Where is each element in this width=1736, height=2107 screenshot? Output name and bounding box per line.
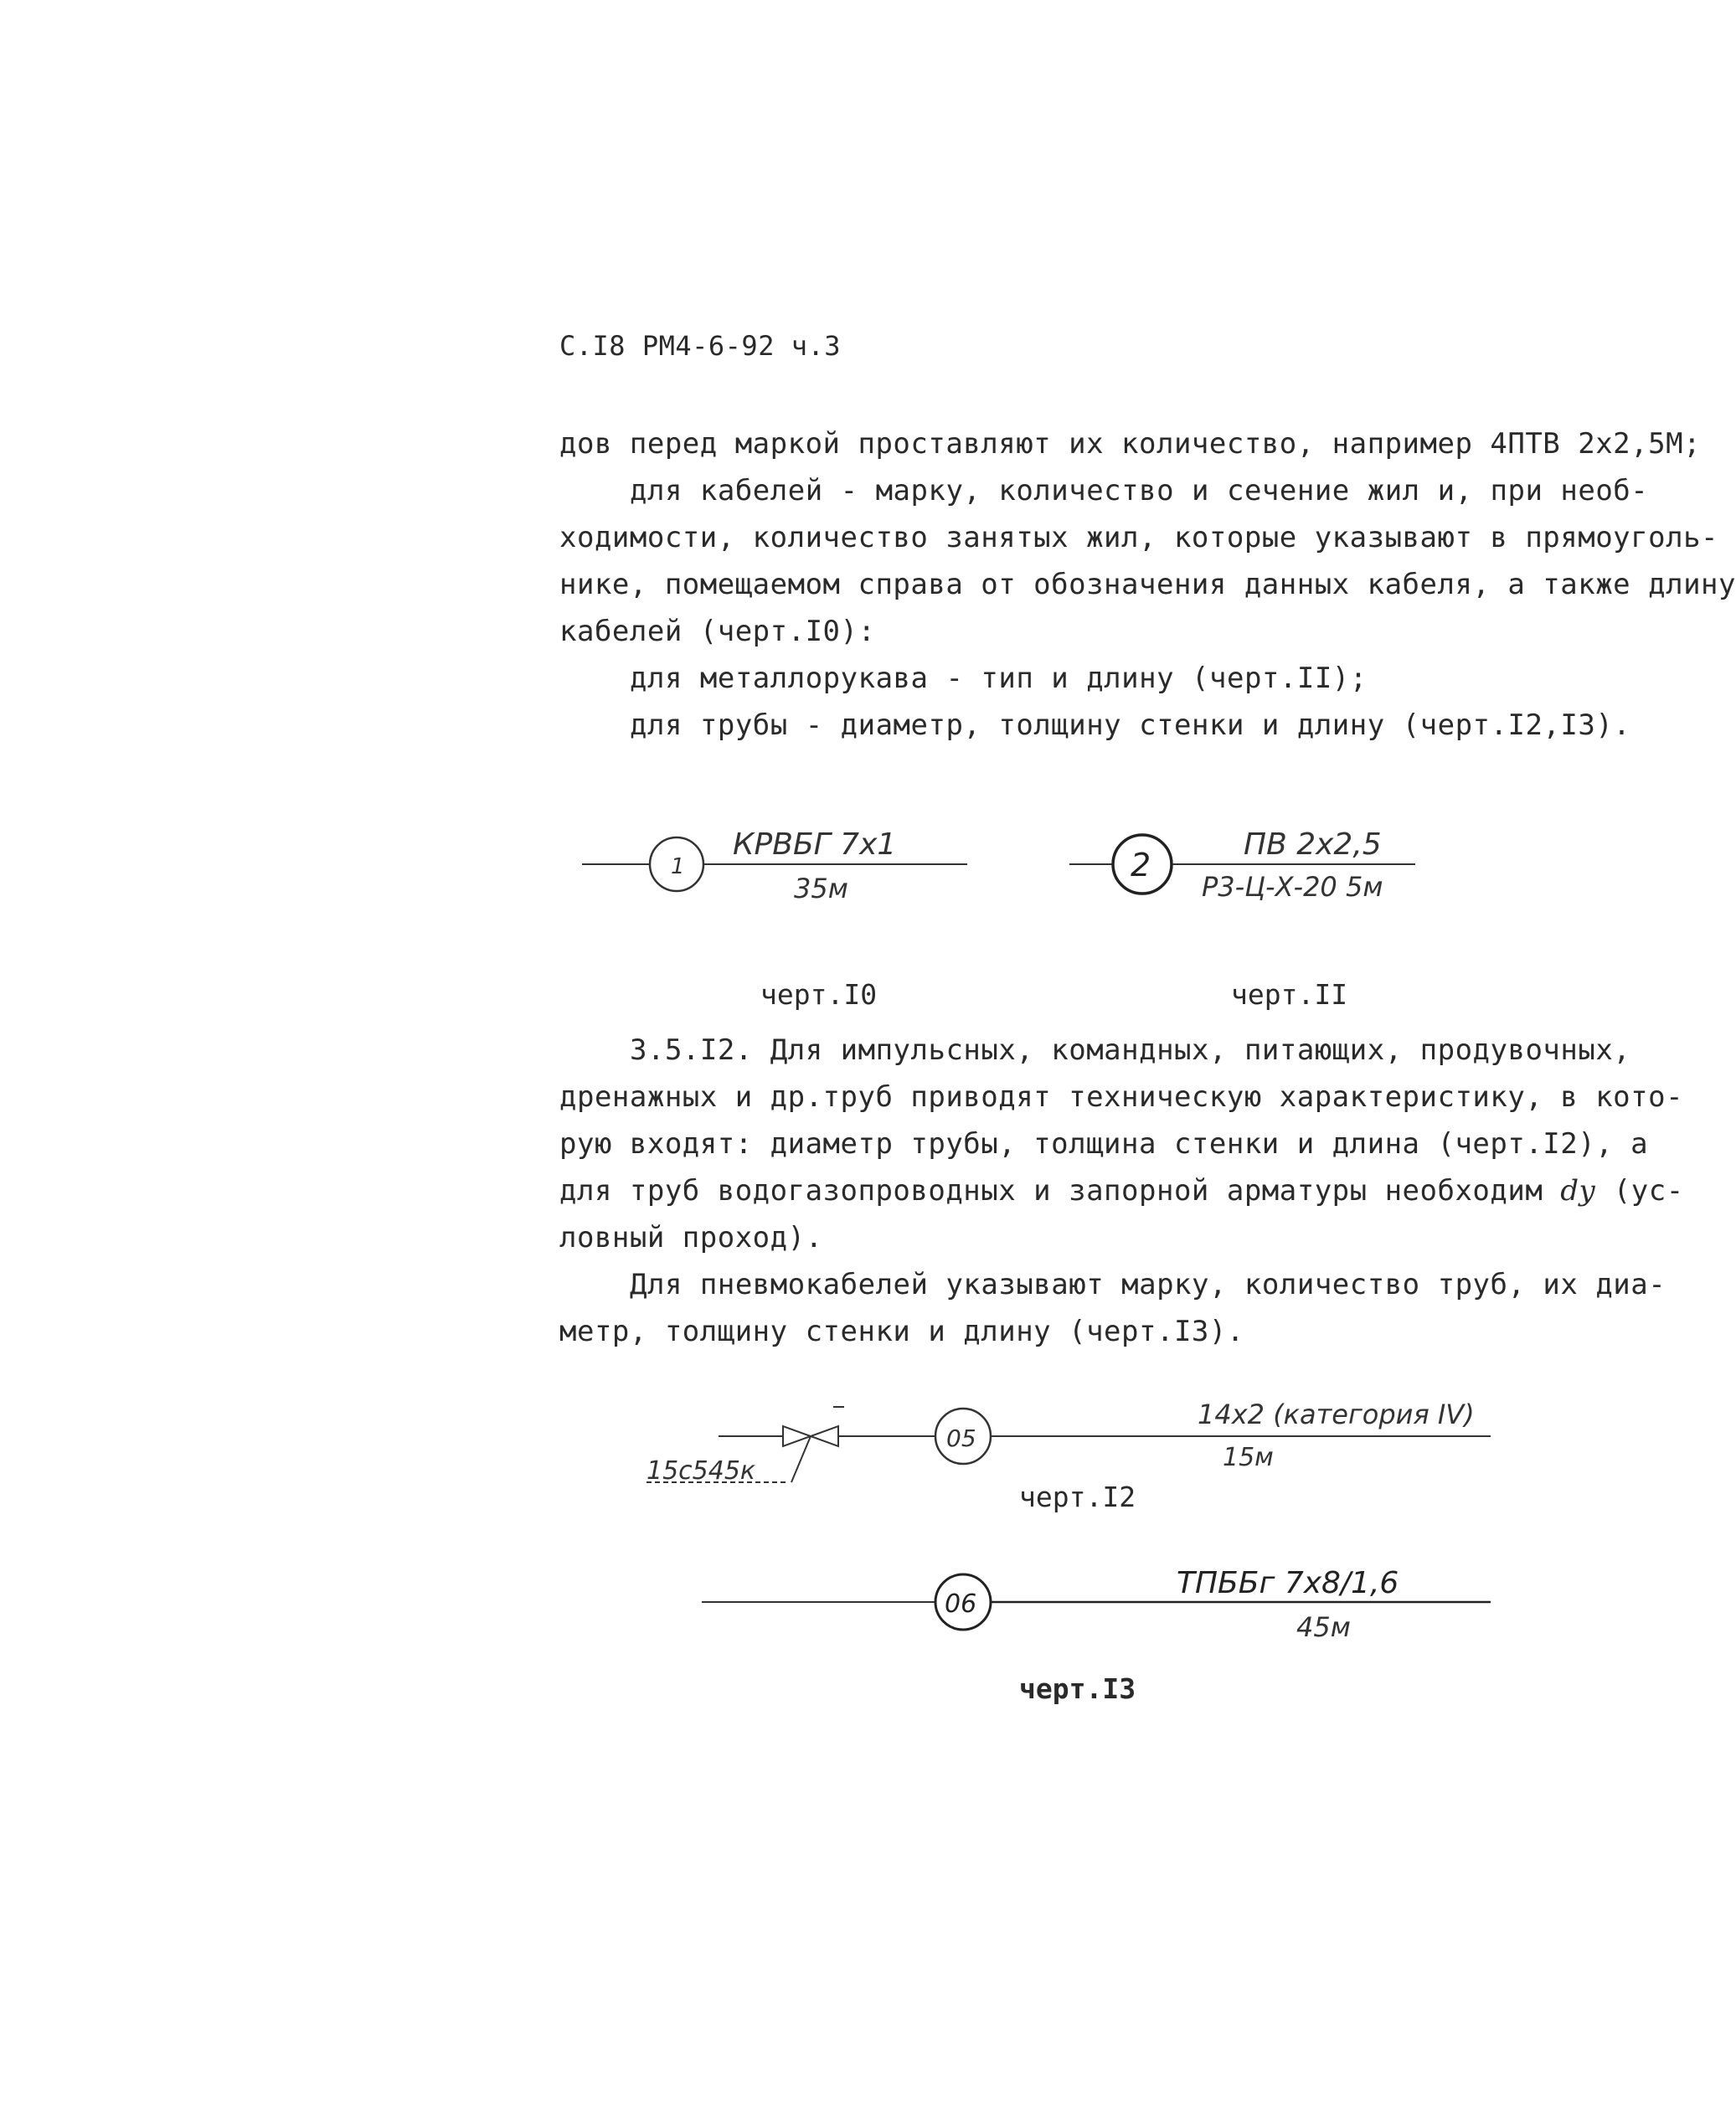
fig13-top-label: ТПББг 7х8/1,6 <box>1177 1566 1399 1600</box>
fig11-number: 2 <box>1131 847 1151 883</box>
fig12-bottom-label: 15м <box>1223 1443 1274 1472</box>
fig10-number: 1 <box>671 854 685 879</box>
fig11-bottom-label: Р3-Ц-Х-20 5м <box>1202 871 1383 903</box>
figure-12-drawing <box>0 1388 1537 1514</box>
fig12-top-label: 14х2 (категория IV) <box>1198 1399 1475 1430</box>
caption-fig11: черт.II <box>1231 978 1348 1011</box>
caption-fig13: черт.I3 <box>1019 1672 1136 1705</box>
text-line-12: ловный проход). <box>559 1221 823 1254</box>
text-line-10: рую входят: диаметр трубы, толщина стенки и длина (черт.I2), а <box>559 1127 1649 1161</box>
caption-fig10: черт.I0 <box>760 978 878 1011</box>
text-line-6: для металлорукава - тип и длину (черт.II); <box>630 662 1368 695</box>
text-line-7: для трубы - диаметр, толщину стенки и длину (черт.I2,I3). <box>630 708 1631 742</box>
text-line-11-end: (ус- <box>1613 1174 1684 1208</box>
fig13-bottom-label: 45м <box>1296 1611 1351 1643</box>
text-line-8: 3.5.I2. Для импульсных, командных, питающих, продувочных, <box>630 1033 1631 1067</box>
text-line-4: нике, помещаемом справа от обозначения данных кабеля, а также длину <box>559 568 1736 601</box>
fig10-top-label: КРВБГ 7х1 <box>733 827 897 862</box>
text-line-3: ходимости, количество занятых жил, которые указывают в прямоуголь- <box>559 521 1719 554</box>
nominal-bore-symbol: dу <box>1560 1174 1596 1208</box>
caption-fig12: черт.I2 <box>1019 1481 1136 1513</box>
fig11-top-label: ПВ 2х2,5 <box>1244 827 1382 862</box>
figure-13-drawing <box>0 1556 1537 1656</box>
valve-icon <box>783 1426 811 1446</box>
text-line-11-main: для труб водогазопроводных и запорной арматуры необходим <box>559 1174 1543 1208</box>
text-line-11 <box>559 1174 1684 1208</box>
text-line-2: для кабелей - марку, количество и сечение жил и, при необ- <box>630 474 1649 507</box>
text-line-1: дов перед маркой проставляют их количество, например 4ПТВ 2х2,5М; <box>559 427 1702 461</box>
fig13-number: 06 <box>945 1589 977 1619</box>
valve-label: 15с545к <box>646 1456 756 1486</box>
figure-10-drawing <box>582 827 967 904</box>
page-header: С.I8 РМ4-6-92 ч.3 <box>559 330 842 362</box>
fig10-bottom-label: 35м <box>794 873 848 904</box>
text-line-13: Для пневмокабелей указывают марку, количество труб, их диа- <box>630 1268 1666 1301</box>
fig12-number: 05 <box>946 1424 976 1452</box>
figure-11-drawing <box>1069 827 1415 903</box>
text-line-14: метр, толщину стенки и длину (черт.I3). <box>559 1315 1244 1348</box>
text-line-5: кабелей (черт.I0): <box>559 615 876 648</box>
text-line-9: дренажных и др.труб приводят техническую характеристику, в кото- <box>559 1080 1684 1114</box>
